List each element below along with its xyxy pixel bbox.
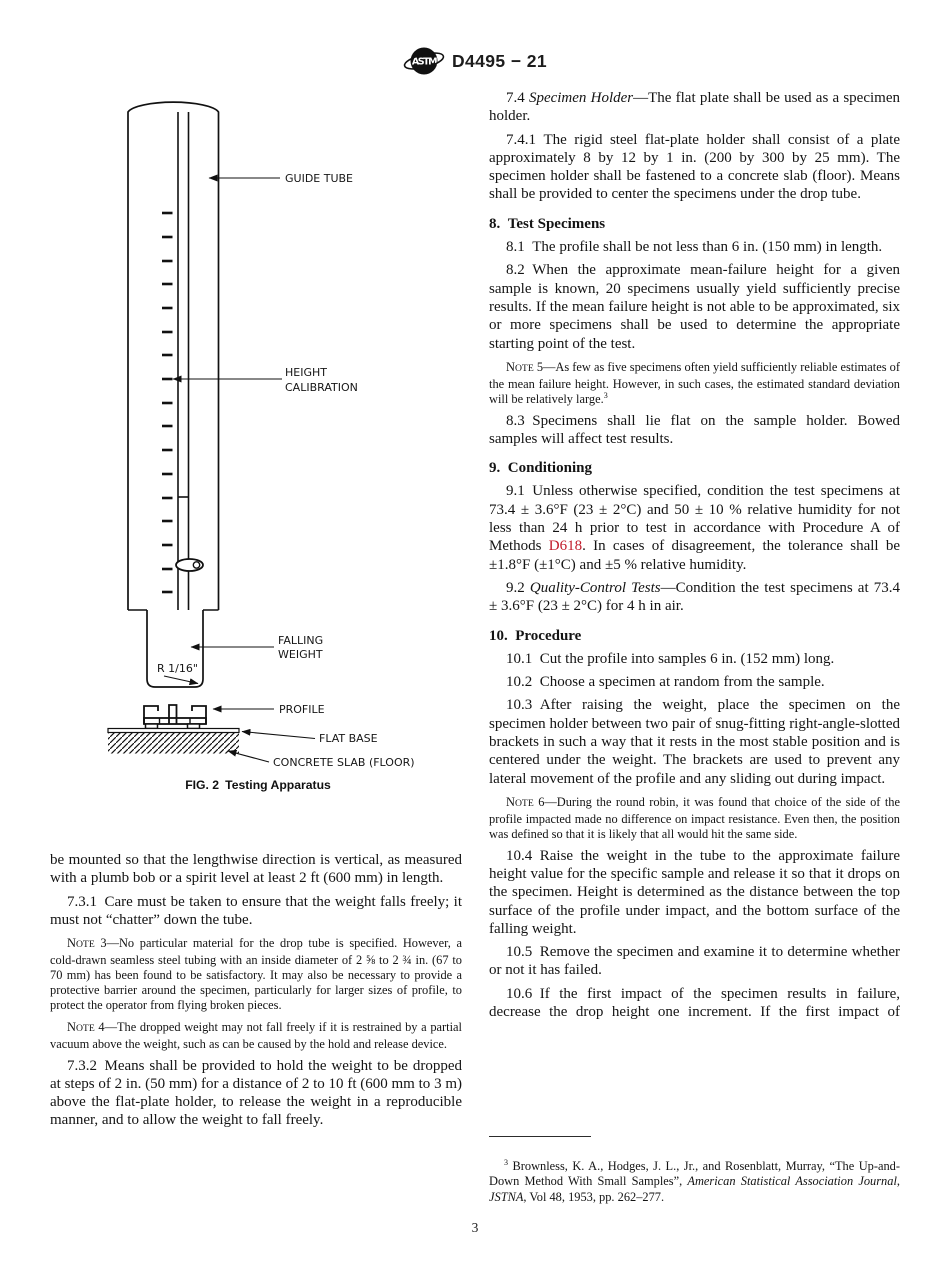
para-10.3: 10.3 After raising the weight, place the specimen on the specimen holder between two pair of snug-fitting right-angle-slotted brackets in such a way that it rests in the most stable position and is centered under the weight. The brackets are used to prevent any lateral movement of the profile and any sliding out during impact. [489,697,900,787]
guide-tube-inner [178,112,189,610]
d618-link[interactable]: D618 [548,538,583,555]
footnote-separator [489,1136,591,1137]
label-weight: WEIGHT [278,648,323,661]
label-falling: FALLING [278,634,324,647]
concrete-hatching [108,733,239,754]
note-6: NOTE 6—During the round robin, it was found that choice of the side of the profile impacted made no difference on impact resistance. Even then, the position was defined so that it is likely that all would hit the same side. [489,794,900,841]
label-height: HEIGHT [285,366,327,379]
label-radius: R 1/16" [157,662,198,675]
para-10.2: 10.2 Choose a specimen at random from the sample. [506,674,825,691]
flat-base-arrow [242,732,315,739]
page-header [0,42,950,80]
heading-10: 10. Procedure [489,627,582,644]
label-guide-tube: GUIDE TUBE [285,172,354,185]
para-7.3.2: 7.3.2 Means shall be provided to hold the weight to be dropped at steps of 2 in. (50 mm) for a distance of 2 to 10 ft (600 mm to 3 m) above the flat-plate holder, to release the weight in a reproducible manner, and to allow the weight to fall freely. [50,1057,462,1129]
note-3: NOTE 3—No particular material for the drop tube is specified. However, a cold-drawn seamless steel tubing with an inside diameter of 2 ⅝ to 2 ¾ in. (67 to 70 mm) has been found to be satisfactory. It may also be necessary to provide a protective barrier around the specimen, particularly for larger sizes of profile, to protect the operator from flying broken pieces. [50,936,462,1012]
falling-weight [147,610,203,687]
para-10.4: 10.4 Raise the weight in the tube to the approximate failure height value for the specific sample and release it so that it drops on the specimen. Height is determined as the distance between the top surface of the profile under impact, and the bottom surface of the falling weight. [489,847,900,937]
label-concrete-slab: CONCRETE SLAB (FLOOR) [273,756,415,769]
figure-caption: FIG. 2 Testing Apparatus [185,778,331,792]
heading-9: 9. Conditioning [489,460,592,477]
para-10.6: 10.6 If the first impact of the specimen results in failure, decrease the drop height one increment. If the first impact of [489,985,900,1021]
para-7.4.1: 7.4.1 The rigid steel flat-plate holder shall consist of a plate approximately 8 by 12 by 1 in. (200 by 300 by 25 mm). The specimen holder shall be fastened to a concrete slab (floor). Means shall be provided to center the specimens under the drop tube. [489,131,900,203]
flat-base [108,729,239,733]
para-8.3: 8.3 Specimens shall lie flat on the sample holder. Bowed samples will affect test results. [489,412,900,447]
page-number: 3 [471,1220,479,1235]
left-column-text [50,851,462,1130]
astm-logo-icon [403,42,445,80]
figure-2-testing-apparatus [50,95,460,795]
para-9.1: 9.1 Unless otherwise specified, condition the test specimens at 73.4 ± 3.6°F (23 ± 2°C) and 50 ± 10 % relative humidity for not less than 24 h prior to test in accordance with Procedure A of Methods D618. In cases of disagreement, the tolerance shall be ±1.8°F (±1°C) and ±5 % relative humidity. [489,483,901,573]
para-7.3.1: 7.3.1 Care must be taken to ensure that the weight falls freely; it must not “chatter” down the tube. [50,893,462,928]
para-8.1: 8.1 The profile shall be not less than 6 in. (150 mm) in length. [506,239,883,256]
label-calibration: CALIBRATION [285,381,358,394]
label-flat-base: FLAT BASE [319,732,378,745]
note-4: NOTE 4—The dropped weight may not fall freely if it is restrained by a partial vacuum above the weight, such as can be caused by the hold and release device. [50,1019,462,1051]
concrete-arrow [228,751,269,762]
heading-8: 8. Test Specimens [489,215,606,232]
doc-designation: D4495 − 21 [452,50,547,71]
profile-specimen [144,705,206,729]
footnote-3: $^3$ Brownless, K. A., Hodges, J. L., Jr., and Rosenblatt, Murray, “The Up-and-Down Method With Small Samples”, American Statistical Association Journal, JSTNA, Vol 48, 1953, pp. 262–277. [489,1158,901,1204]
calibration-ticks [162,213,173,592]
drop-tube [128,102,219,610]
svg-text:ASTM: ASTM [411,56,437,68]
para-10.5: 10.5 Remove the specimen and examine it to determine whether or not it has failed. [489,944,900,979]
label-profile: PROFILE [279,703,325,716]
para-10.1: 10.1 Cut the profile into samples 6 in. (152 mm) long. [506,650,835,667]
right-column-text [489,89,900,1021]
para-7.4: 7.4 Specimen Holder—The flat plate shall be used as a specimen holder. [489,90,900,125]
release-knob-detail [193,562,199,568]
para-9.2: 9.2 Quality-Control Tests—Condition the test specimens at 73.4 ± 3.6°F (23 ± 2°C) for 4 h in air. [489,579,900,615]
radius-arrow [164,676,198,684]
para-8.2: 8.2 When the approximate mean-failure height for a given sample is known, 20 specimens usually yield sufficiently precise results. If the mean failure height is not able to be approximated, six or more specimens shall be used to determine the appropriate starting point of the test. [489,262,900,352]
para-7.3-continuation: be mounted so that the lengthwise direction is vertical, as measured with a plumb bob or a spirit level at least 2 ft (600 mm) in length. [50,852,462,887]
note-5: NOTE 5—As few as five specimens often yield sufficiently reliable estimates of the mean failure height. However, in such cases, the estimated standard deviation will be relatively large.$^3$ [489,359,900,406]
